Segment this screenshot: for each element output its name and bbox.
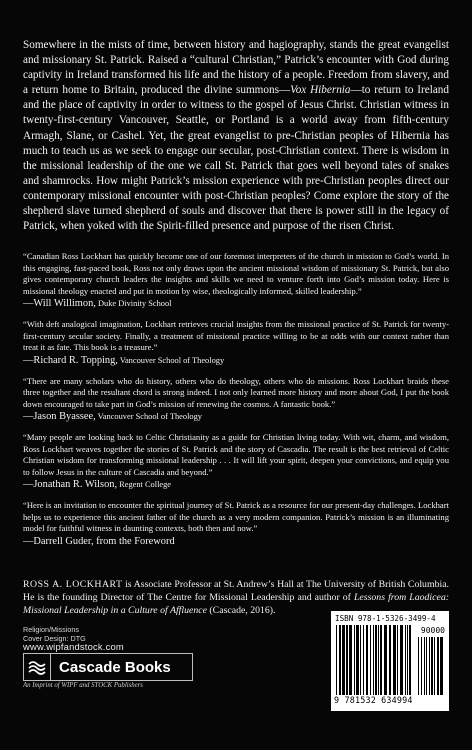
endorser-name: —Darrell Guder, <box>23 535 94 547</box>
endorser-name: —Richard R. Topping, <box>23 354 118 366</box>
barcode-bar <box>378 625 379 695</box>
barcode-bar <box>397 625 398 695</box>
publisher-name: Cascade Books <box>59 658 171 676</box>
barcode-bar <box>342 625 345 695</box>
author-name: ROSS A. LOCKHART <box>23 579 123 590</box>
endorsement-wilson <box>23 432 449 491</box>
endorser-affiliation: from the Foreword <box>93 535 175 547</box>
ean-digits: 9 781532 634994 <box>334 695 413 705</box>
endorsement-text: “With deft analogical imagination, Lockhart retrieves crucial insights from the missional practice of St. Patrick for twenty-first-century secular society. Finally, a treatment of missional practice willing to be at odds with our context rather than treat it as fate. This book is a treasure.” <box>23 319 449 352</box>
endorsement-attribution <box>23 410 449 423</box>
barcode-bar <box>370 625 371 695</box>
cascade-icon-graphic <box>27 657 47 677</box>
barcode-bar <box>400 625 403 695</box>
barcode-bar <box>375 625 377 695</box>
endorsement-guder <box>23 500 449 548</box>
back-cover-blurb <box>23 38 449 234</box>
endorsement-topping <box>23 319 449 367</box>
endorsement-text: “Here is an invitation to encounter the spiritual journey of St. Patrick as a resource for our present-day challenges. Lockhart helps us to experience this ancient father of the church as a very modern companion. Patrick’s mission is an illuminating model for faithful witness in daunting contexts, both then and now.” <box>23 500 449 533</box>
price-barcode-bars <box>417 637 445 695</box>
barcode-bar <box>363 625 364 695</box>
endorser-affiliation: Vancouver School of Theology <box>95 412 202 421</box>
endorser-name: —Jason Byassee, <box>23 411 96 422</box>
endorsement-willimon <box>23 251 449 310</box>
barcode-bars <box>335 625 413 695</box>
barcode-bar <box>384 625 387 695</box>
barcode-bar <box>360 625 361 695</box>
endorser-affiliation: Regent College <box>117 480 172 489</box>
endorsement-byassee <box>23 376 449 424</box>
barcode-bar <box>421 637 422 695</box>
barcode-bar <box>356 625 359 695</box>
barcode-bar <box>434 637 435 695</box>
barcode-bar <box>393 625 396 695</box>
endorsement-attribution <box>23 535 449 548</box>
barcode-bar <box>346 625 348 695</box>
endorser-name: —Will Willimon, <box>23 298 96 309</box>
barcode-bar <box>437 637 439 695</box>
publisher-website: www.wipfandstock.com <box>23 641 124 652</box>
author-bio-text: is Associate Professor at St. Andrew’s Hall at The University of British Columbia. He is the founding Director of The Centre for Missional Leadership and author of <box>23 579 449 604</box>
publisher-imprint: An Imprint of WIPF and STOCK Publishers <box>23 682 143 689</box>
author-bio-tail: (Cascade, 2016). <box>206 605 276 617</box>
barcode-bar <box>349 625 352 695</box>
cascade-icon <box>24 654 51 680</box>
endorsement-text: “There are many scholars who do history, others who do theology, others who do missions. Ross Lockhart braids these three together and the resultant chord is strong indeed. I not only learned more history and more about God, I put the book down encouraged to take part in God’s mission of renewing the cosmos. A fantastic book.” <box>23 375 449 409</box>
barcode-bar <box>429 637 430 695</box>
isbn-label: ISBN 978-1-5326-3499-4 <box>335 614 436 623</box>
barcode-bar <box>424 637 425 695</box>
subject-category: Religion/Missions <box>23 625 79 634</box>
barcode-bar <box>366 625 368 695</box>
barcode-bar <box>389 625 391 695</box>
barcode-bar <box>409 625 411 695</box>
barcode-bar <box>380 625 382 695</box>
endorsement-attribution <box>23 478 449 491</box>
blurb-text-2: —to return to Ireland and the place of captivity in order to witness to the gospel of Jesus Christ. Christian witness in twenty-first-century Vancouver, Seattle, or Portland is a world away from fifth-century Armagh, Slane, or Cashel. Yet, the great evangelist to pre-Christian peoples of Hibernia has much to teach us as we seek to engage our secular, post-Christian context. There is wisdom in the missional leadership of the one we call St. Patrick that goes well beyond tales of snakes and shamrocks. How might Patrick’s mission experience with pre-Christian peoples direct our contemporary missional encounter with post-Christian peoples? Come explore the story of the shepherd slave turned shepherd of souls and discover that there is power still in the legacy of Patrick, when yoked with the Spirit-filled presence and purpose of the risen Christ. <box>23 84 449 233</box>
author-previous-book: Lessons from Laodicea: Missional Leadership in a Culture of Affluence <box>23 592 449 617</box>
barcode-bar <box>407 625 408 695</box>
endorsement-text: “Many people are looking back to Celtic Christianity as a guide for Christian living today. With wit, charm, and wisdom, Ross Lockhart weaves together the stories of St. Patrick and the story of Cascadia. The result is the best retrieval of Celtic Christian wisdom for transforming missional leadership . . . It will lift your spirit, deepen your convictions, and equip you to follow Jesus in the culture of Cascadia and beyond.” <box>23 432 449 477</box>
blurb-vox-hibernia: Vox Hibernia <box>290 84 351 97</box>
cover-design-credit: Cover Design: DTG <box>23 634 86 644</box>
barcode-bar <box>373 625 374 695</box>
barcode-bar <box>426 637 427 695</box>
price-code: 90000 <box>420 626 445 635</box>
endorser-affiliation: Duke Divinity School <box>95 299 172 308</box>
barcode-bar <box>405 625 406 695</box>
barcode-bar <box>339 625 341 695</box>
endorsements <box>23 251 449 557</box>
endorsement-attribution <box>23 354 449 367</box>
barcode-bar <box>418 637 419 695</box>
endorser-name: —Jonathan R. Wilson, <box>23 479 118 490</box>
barcode-bar <box>431 637 433 695</box>
publisher-logo <box>23 653 193 681</box>
endorser-affiliation: Vancouver School of Theology <box>117 355 225 365</box>
barcode-bar <box>440 637 443 695</box>
barcode-bar <box>336 625 337 695</box>
endorsement-text: “Canadian Ross Lockhart has quickly become one of our foremost interpreters of the church in mission to God’s world. In this engaging, fast-paced book, Ross not only draws upon the ancient missional wisdom of missionary St. Patrick, but also gives contemporary church leaders the insights and skills we need to venture forth into God’s mission today. Here is missional theology enacted and put in motion by wise, theologically informed, skilled leadership.” <box>23 251 449 296</box>
isbn-barcode <box>331 611 449 711</box>
endorsement-attribution <box>23 297 449 310</box>
blurb-text-1: Somewhere in the mists of time, between history and hagiography, stands the great evangelist and missionary St. Patrick. Raised a “cultural Christian,” Patrick’s encounter with God during captivity in Ireland transformed his life and the history of a people. Freedom from slavery, and a return home to Britain, produced the divine summons— <box>23 39 449 97</box>
barcode-bar <box>354 625 355 695</box>
